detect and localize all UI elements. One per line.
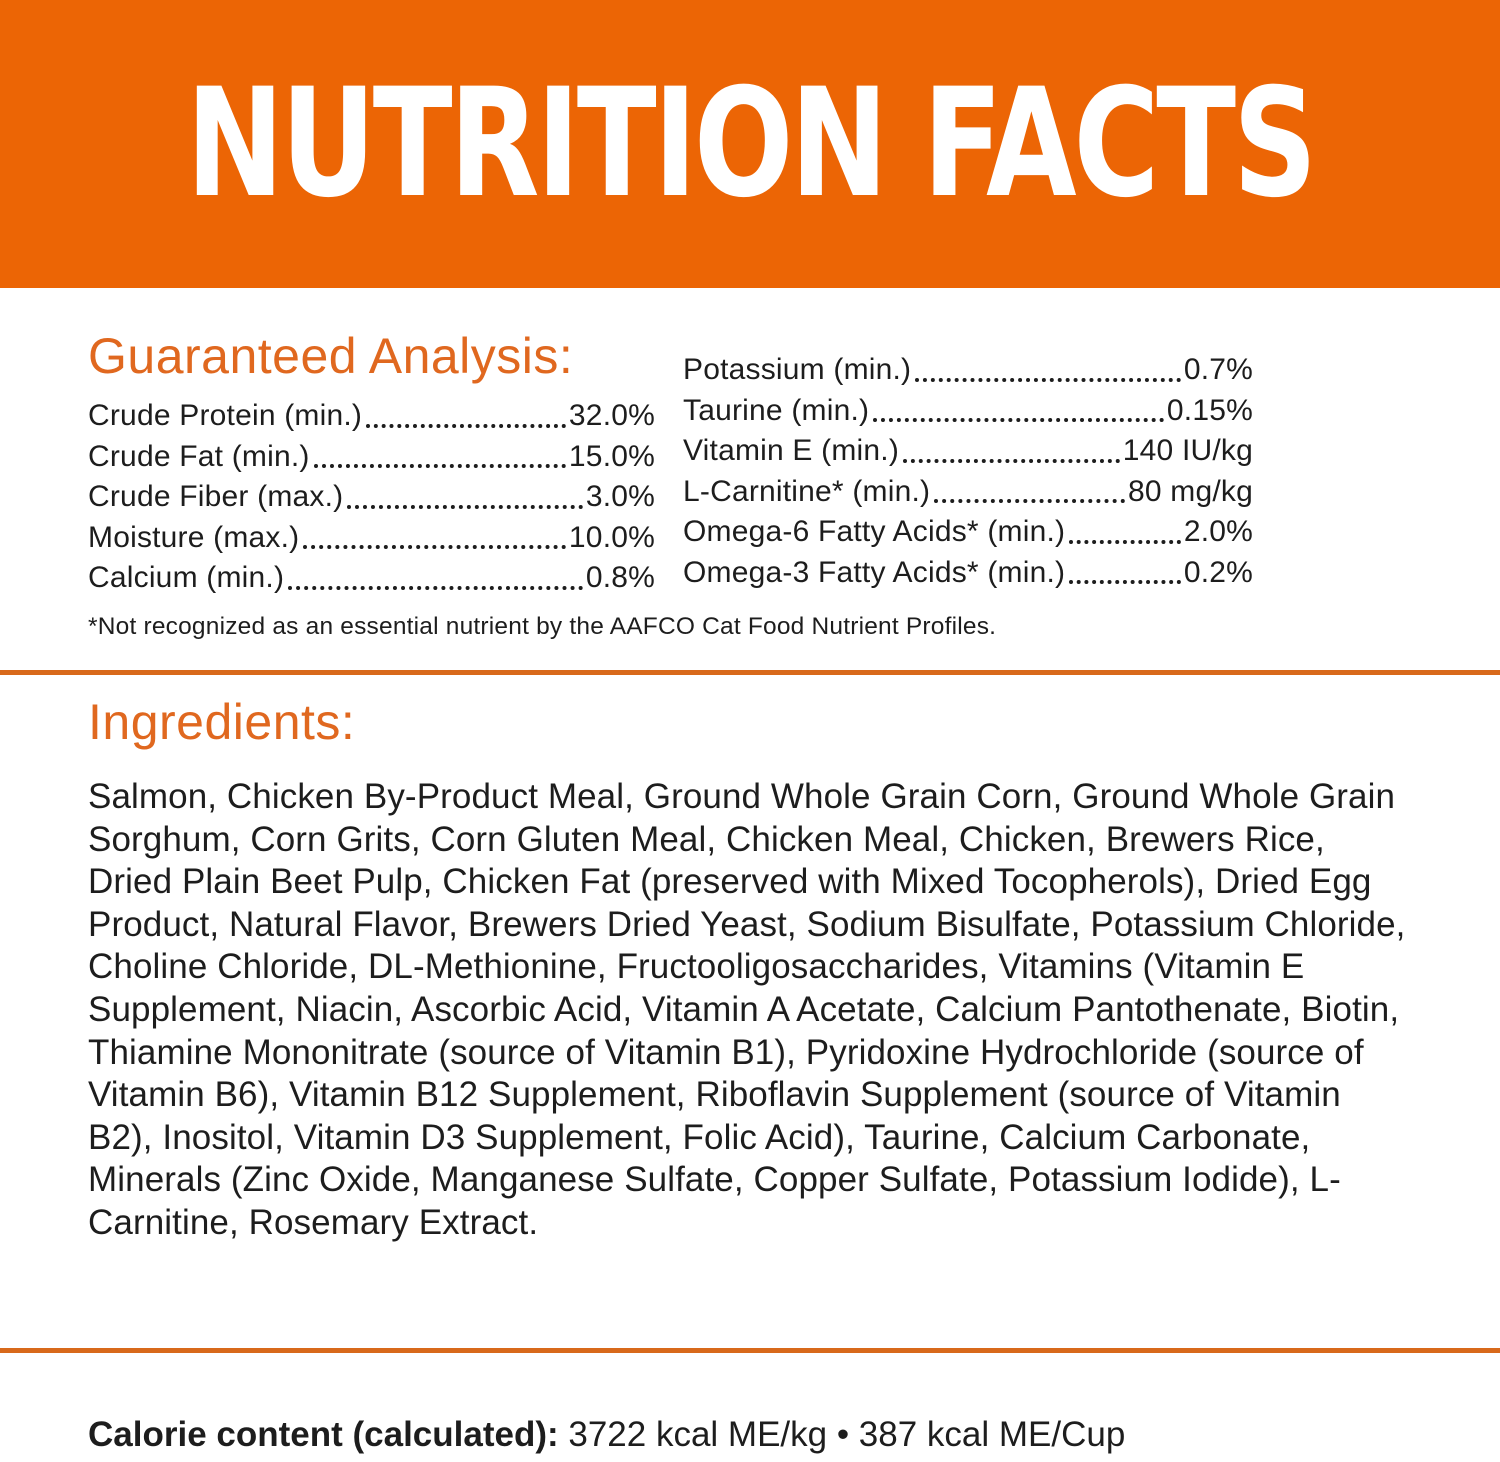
nutrient-label: Crude Protein (min.)	[88, 399, 363, 432]
nutrient-value: 3.0%	[585, 480, 655, 513]
guaranteed-analysis-heading: Guaranteed Analysis:	[88, 328, 574, 384]
guaranteed-analysis-right-column	[683, 350, 1253, 593]
calorie-content-label: Calorie content (calculated):	[88, 1415, 559, 1454]
dot-leader	[288, 586, 583, 590]
dot-leader	[903, 459, 1120, 463]
nutrient-label: Crude Fat (min.)	[88, 439, 310, 473]
analysis-row-calcium	[88, 558, 655, 599]
analysis-row-potassium	[683, 350, 1253, 391]
nutrition-facts-banner	[0, 0, 1500, 288]
dot-leader	[1069, 580, 1181, 584]
nutrient-value: 0.8%	[585, 561, 655, 594]
nutrient-label: Crude Fiber (max.)	[88, 480, 344, 513]
analysis-row-vitamin-e	[683, 431, 1253, 472]
nutrient-value: 0.15%	[1166, 393, 1253, 427]
nutrient-label: L-Carnitine* (min.)	[683, 474, 931, 508]
dot-leader	[303, 545, 566, 549]
aafco-footnote: *Not recognized as an essential nutrient by the AAFCO Cat Food Nutrient Profiles.	[88, 613, 997, 640]
analysis-row-crude-fat	[88, 437, 655, 478]
dot-leader	[347, 505, 582, 509]
analysis-row-omega-6	[683, 512, 1253, 553]
dot-leader	[314, 464, 566, 468]
nutrient-label: Omega-3 Fatty Acids* (min.)	[683, 555, 1066, 589]
nutrient-label: Omega-6 Fatty Acids* (min.)	[683, 515, 1066, 548]
analysis-row-omega-3	[683, 553, 1253, 594]
analysis-row-l-carnitine	[683, 472, 1253, 513]
page-title: NUTRITION FACTS	[185, 57, 1315, 231]
nutrient-value: 80 mg/kg	[1128, 474, 1253, 508]
dot-leader	[934, 499, 1125, 503]
guaranteed-analysis-left-column	[88, 396, 655, 599]
nutrient-value: 140 IU/kg	[1122, 434, 1253, 467]
section-divider	[0, 670, 1500, 675]
nutrient-label: Calcium (min.)	[88, 561, 285, 594]
nutrient-value: 32.0%	[568, 399, 655, 432]
ingredients-heading: Ingredients:	[88, 694, 356, 750]
nutrient-value: 0.7%	[1183, 353, 1253, 386]
calorie-content-value: 3722 kcal ME/kg • 387 kcal ME/Cup	[558, 1415, 1126, 1454]
section-divider	[0, 1348, 1500, 1353]
nutrient-label: Vitamin E (min.)	[683, 434, 900, 467]
analysis-row-moisture	[88, 518, 655, 559]
dot-leader	[1069, 540, 1181, 544]
analysis-row-crude-fiber	[88, 477, 655, 518]
dot-leader	[366, 424, 566, 428]
nutrient-value: 15.0%	[568, 439, 655, 473]
nutrient-value: 10.0%	[568, 520, 655, 554]
nutrient-value: 2.0%	[1183, 515, 1253, 548]
ingredients-list: Salmon, Chicken By-Product Meal, Ground Whole Grain Corn, Ground Whole Grain Sorghum, Corn Grits, Corn Gluten Meal, Chicken Meal, Chicken, Brewers Rice, Dried Plain Beet Pulp, Chicken Fat (preserved with Mixed Tocopherols), Dried Egg Product, Natural Flavor, Brewers Dried Yeast, Sodium Bisulfate, Potassium Chloride, Choline Chloride, DL-Methionine, Fructooligosaccharides, Vitamins (Vitamin E Supplement, Niacin, Ascorbic Acid, Vitamin A Acetate, Calcium Pantothenate, Biotin, Thiamine Mononitrate (source of Vitamin B1), Pyridoxine Hydrochloride (source of Vitamin B6), Vitamin B12 Supplement, Riboflavin Supplement (source of Vitamin B2), Inositol, Vitamin D3 Supplement, Folic Acid), Taurine, Calcium Carbonate, Minerals (Zinc Oxide, Manganese Sulfate, Copper Sulfate, Potassium Iodide), L-Carnitine, Rosemary Extract.	[88, 777, 1406, 1242]
nutrient-label: Moisture (max.)	[88, 520, 300, 554]
nutrient-value: 0.2%	[1183, 555, 1253, 589]
analysis-row-taurine	[683, 391, 1253, 432]
dot-leader	[873, 418, 1164, 422]
dot-leader	[915, 378, 1181, 382]
nutrient-label: Potassium (min.)	[683, 353, 912, 386]
nutrient-label: Taurine (min.)	[683, 393, 870, 427]
calorie-content-line	[88, 1414, 1125, 1456]
analysis-row-crude-protein	[88, 396, 655, 437]
